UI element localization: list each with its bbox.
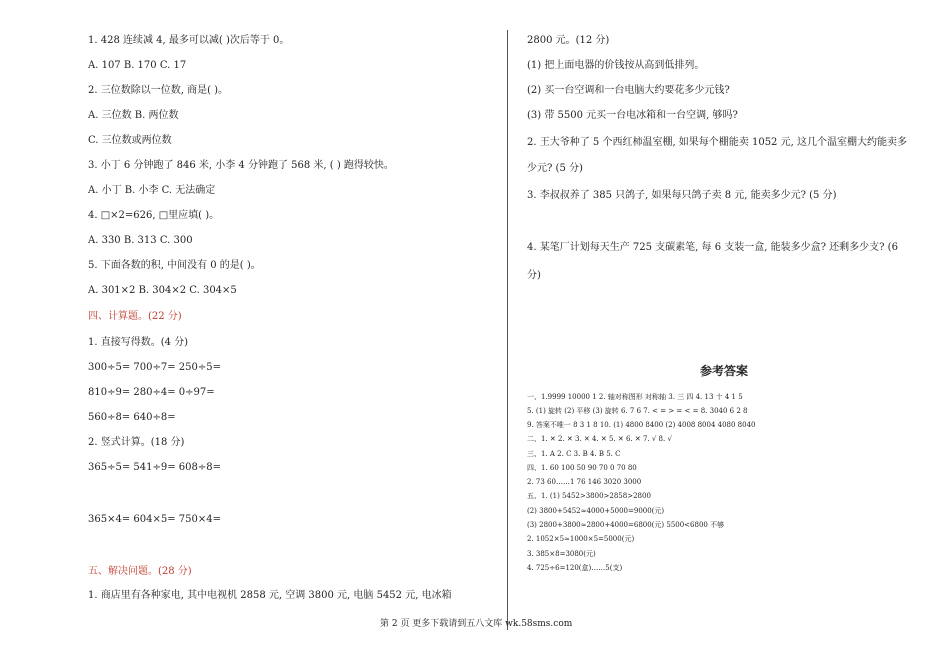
calc-row: 365÷5= 541÷9= 608÷8= [88, 462, 221, 473]
answers-title: 参考答案 [700, 364, 749, 378]
answer-line: 2. 73 60……1 76 146 3020 3000 [527, 478, 642, 486]
q-line: 1. 直接写得数。(4 分) [88, 337, 189, 348]
column-divider [507, 30, 508, 630]
q-line: 2. 王大爷种了 5 个西红柿温室棚, 如果每个棚能卖 1052 元, 这几个温室棚大约能卖多 [527, 137, 907, 148]
answer-line: 4. 725÷6=120(盒)……5(支) [527, 564, 623, 572]
answer-line: 四、1. 60 100 50 90 70 0 70 80 [527, 464, 637, 472]
q-line: 5. 下面各数的积, 中间没有 0 的是( )。 [88, 260, 261, 271]
q-line: 3. 小丁 6 分钟跑了 846 米, 小李 4 分钟跑了 568 米, ( ) 跑得较快。 [88, 160, 394, 171]
q-line: 4. □×2=626, □里应填( )。 [88, 210, 220, 221]
answer-line: (2) 3800+5452≈4000+5000=9000(元) [527, 507, 665, 515]
answer-line: 一、1.9999 10000 1 2. 轴对称图形 对称轴 3. 三 四 4. 13 十 4 1 5 [527, 393, 743, 401]
answer-line: (3) 2800+3800≈2800+4000=6800(元) 5500<6800 不够 [527, 521, 725, 529]
calc-row: 365×4= 604×5= 750×4= [88, 514, 221, 525]
q-line: 2. 三位数除以一位数, 商是( )。 [88, 85, 229, 96]
q-options: A. 107 B. 170 C. 17 [88, 60, 187, 71]
q-line: 2. 竖式计算。(18 分) [88, 437, 185, 448]
q-options: A. 330 B. 313 C. 300 [88, 235, 193, 246]
answer-line: 二、1. ✕ 2. ✕ 3. ✕ 4. ✕ 5. ✕ 6. ✕ 7. √ 8. √ [527, 435, 672, 443]
q-options: C. 三位数或两位数 [88, 135, 172, 146]
q-line: 少元? (5 分) [527, 163, 583, 174]
q-line: 2800 元。(12 分) [527, 35, 610, 46]
section-heading-calc: 四、计算题。(22 分) [88, 311, 182, 322]
calc-row: 300÷5= 700÷7= 250÷5= [88, 362, 221, 373]
q-line: 分) [527, 270, 541, 281]
answer-line: 3. 385×8=3080(元) [527, 550, 596, 558]
answer-line: 五、1. (1) 5452>3800>2858>2800 [527, 492, 651, 500]
q-line: (3) 带 5500 元买一台电冰箱和一台空调, 够吗? [527, 110, 738, 121]
q-line: (2) 买一台空调和一台电脑大约要花多少元钱? [527, 85, 730, 96]
calc-row: 560÷8= 640÷8= [88, 412, 176, 423]
answer-line: 5. (1) 旋转 (2) 平移 (3) 旋转 6. 7 6 7. < = > = < = 8. 3040 6 2 8 [527, 407, 748, 415]
q-line: 1. 428 连续减 4, 最多可以减( )次后等于 0。 [88, 35, 290, 46]
q-options: A. 301×2 B. 304×2 C. 304×5 [88, 285, 237, 296]
q-line: 1. 商店里有各种家电, 其中电视机 2858 元, 空调 3800 元, 电脑 5452 元, 电冰箱 [88, 590, 452, 601]
answer-line: 三、1. A 2. C 3. B 4. B 5. C [527, 450, 621, 458]
calc-row: 810÷9= 280÷4= 0÷97= [88, 387, 215, 398]
answer-line: 2. 1052×5≈1000×5=5000(元) [527, 535, 635, 543]
page-footer: 第 2 页 更多下载请到五八文库 wk.58sms.com [380, 619, 573, 629]
q-line: 3. 李叔叔养了 385 只鸽子, 如果每只鸽子卖 8 元, 能卖多少元? (5 分) [527, 190, 837, 201]
q-line: 4. 某笔厂计划每天生产 725 支碳素笔, 每 6 支装一盒, 能装多少盒? 还剩多少支? (6 [527, 242, 898, 253]
q-options: A. 小丁 B. 小李 C. 无法确定 [88, 185, 216, 196]
answer-line: 9. 答案不唯一 8 3 1 8 10. (1) 4800 8400 (2) 4008 8004 4080 8040 [527, 421, 756, 429]
q-options: A. 三位数 B. 两位数 [88, 110, 179, 121]
q-line: (1) 把上面电器的价钱按从高到低排列。 [527, 60, 705, 71]
section-heading-solve: 五、解决问题。(28 分) [88, 566, 192, 577]
